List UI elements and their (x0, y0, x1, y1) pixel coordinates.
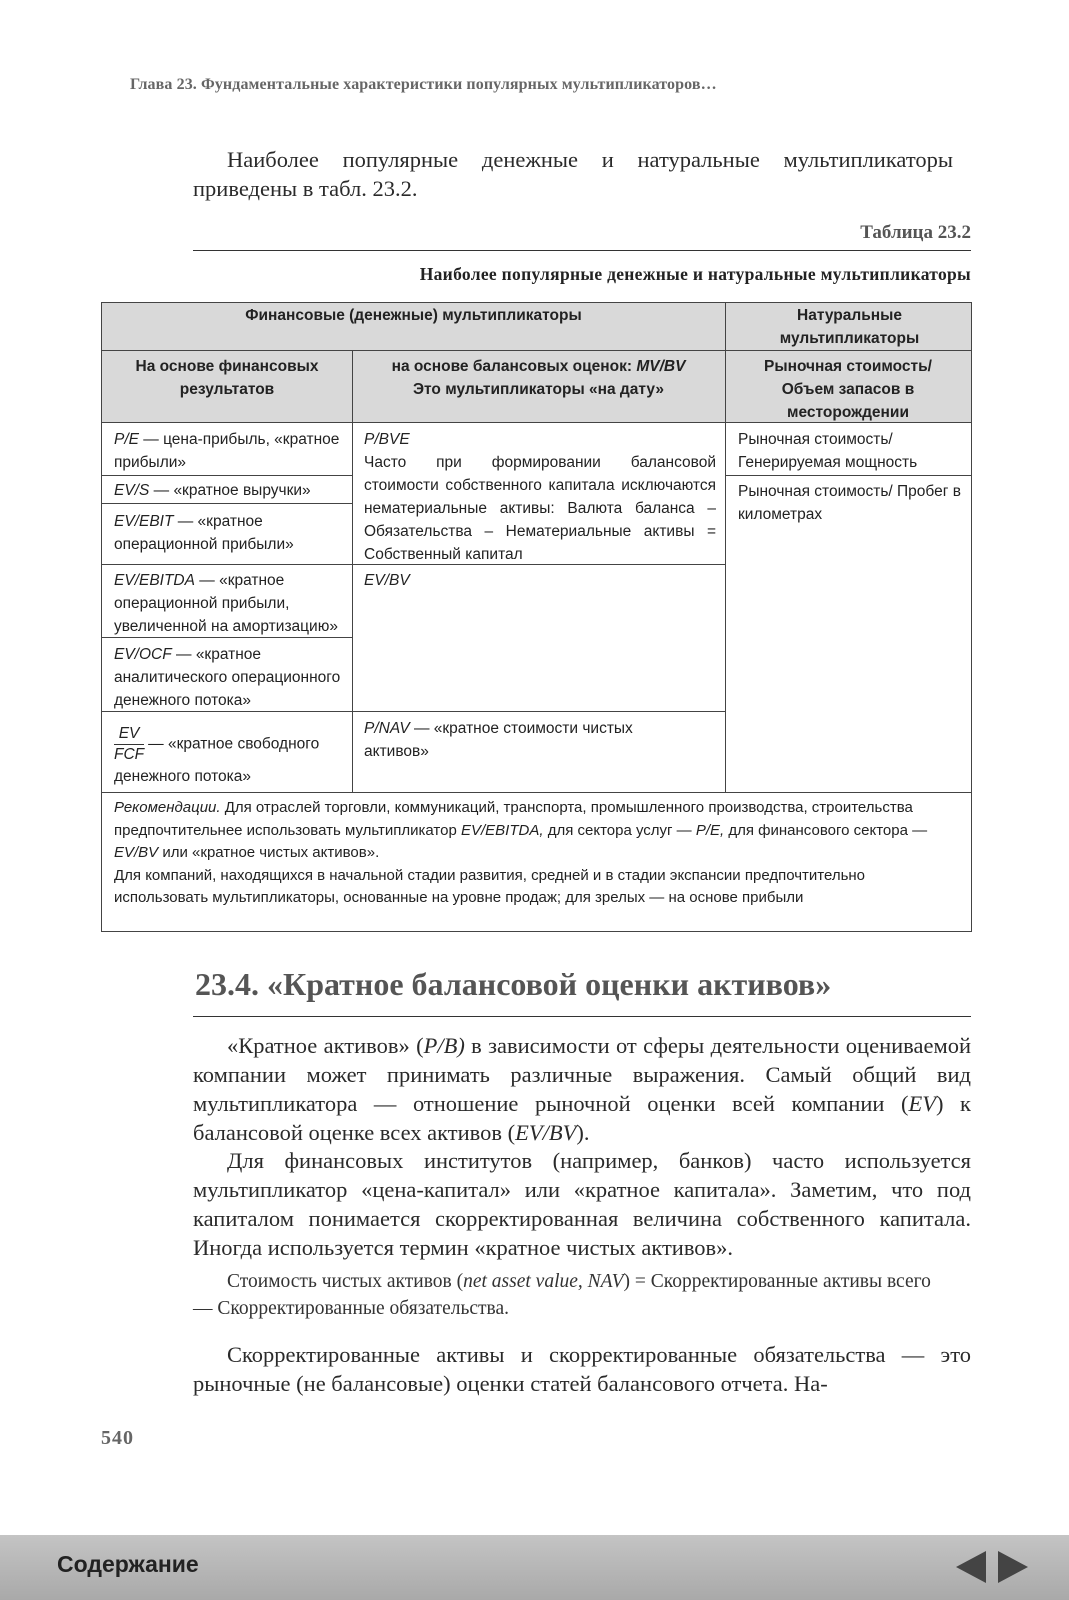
cell-evocf (114, 643, 344, 712)
pbve-text: Часто при формировании балансовой стоимости собственного капитала исключаются нематериальные активы: Валюта баланса – Обязательства – Нематериальные активы = Собственный капитал (364, 454, 716, 563)
paragraph-adjusted: Скорректированные активы и скорректированные обязательства — это рыночные (не балансовые) оценки статей балансового отчета. На- (193, 1342, 971, 1396)
fraction-numerator: EV (114, 724, 144, 745)
pnav-text: — «кратное стоимости чистых активов» (364, 720, 633, 760)
recommendations-m1: EV/EBITDA, (461, 821, 544, 839)
subheader-natural: Рыночная стоимость/ Объем запасов в месторождении (764, 358, 932, 421)
table-vline-1 (352, 350, 353, 792)
formula-m1: net asset value, NAV (463, 1271, 624, 1292)
para1-m3: EV/BV (515, 1120, 577, 1145)
para1-t3: ) к балансовой оценке всех активов ( (193, 1091, 971, 1145)
para1-t4: ). (576, 1120, 590, 1145)
ev-fcf-fraction (114, 724, 144, 765)
paragraph-financial-institutions: Для финансовых институтов (например, банков) часто используется мультипликатор «цена-капитал» или «кратное капитала». Заметим, что под капиталом понимается скорректированная величина собственного капитала. Иногда используется термин «кратное чистых активов». (193, 1148, 971, 1260)
evocf-abbr: EV/OCF (114, 646, 172, 663)
next-page-arrow-icon[interactable] (998, 1551, 1028, 1583)
evs-text: — «кратное выручки» (149, 482, 311, 499)
table-hline-c2-b (352, 711, 725, 712)
previous-page-arrow-icon[interactable] (956, 1551, 986, 1583)
subheader-balance-formula: MV/BV (636, 358, 686, 375)
recommendations-m3: EV/BV (114, 844, 159, 861)
intro-paragraph: Наиболее популярные денежные и натуральные мультипликаторы приведены в табл. 23.2. (193, 147, 953, 201)
table-hline-c1-a (102, 475, 352, 476)
table-vline-2 (725, 303, 726, 792)
subheader-balance-text: на основе балансовых оценок: (391, 358, 637, 375)
running-head: Глава 23. Фундаментальные характеристики популярных мультипликаторов… (130, 76, 717, 93)
subheader-balance (360, 355, 717, 401)
cell-ev-fcf (114, 724, 344, 788)
cell-market-capacity: Рыночная стоимость/ Генерируемая мощность (738, 431, 918, 471)
recommendations-text-5: Для компаний, находящихся в начальной стадии развития, средней и в стадии экспансии предпочтительно использовать мультипликаторы, основанные на уровне продаж; для зрелых — на основе прибыли (114, 866, 866, 906)
cell-pnav (364, 717, 684, 763)
pnav-abbr: P/NAV (364, 720, 410, 737)
evebit-abbr: EV/EBIT (114, 513, 174, 530)
recommendations-text-3: для финансового сектора — (724, 821, 928, 839)
table-hline-footer (102, 792, 971, 793)
section-rule (193, 1016, 971, 1017)
header-natural: Натуральные мультипликаторы (779, 307, 920, 347)
cell-evbv (364, 569, 716, 592)
paragraph-pb (193, 1031, 971, 1147)
contents-link[interactable]: Содержание (57, 1551, 199, 1577)
para1-t1: «Кратное активов» ( (227, 1033, 424, 1058)
table-top-rule (193, 250, 971, 251)
evbv-abbr: EV/BV (364, 572, 410, 589)
subheader-financial-results: На основе финансовых результатов (135, 358, 319, 398)
pbve-abbr: P/BVE (364, 431, 410, 448)
cell-evebit (114, 510, 344, 556)
section-title: 23.4. «Кратное балансовой оценки активов» (195, 966, 832, 1002)
cell-evs (114, 479, 344, 502)
evocf-text: — «кратное аналитического операционного денежного потока» (114, 646, 341, 709)
evs-abbr: EV/S (114, 482, 150, 499)
para1-m2: EV (908, 1091, 936, 1116)
formula-t1: Стоимость чистых активов ( (227, 1271, 464, 1292)
table-hline-c1-c (102, 564, 352, 565)
recommendations-text-2: для сектора услуг — (543, 821, 696, 839)
cell-evebitda (114, 569, 344, 638)
multipliers-table (101, 302, 972, 932)
subheader-balance-date: Это мультипликаторы «на дату» (413, 381, 664, 398)
table-title: Наиболее популярные денежные и натуральные мультипликаторы (419, 264, 971, 284)
evebit-text: — «кратное операционной прибыли» (114, 513, 294, 553)
recommendations-note (114, 797, 960, 910)
table-hline-header (102, 350, 971, 351)
recommendations-text-4: или «кратное чистых активов». (158, 844, 380, 861)
evebitda-text: — «кратное операционной прибыли, увеличенной на амортизацию» (114, 572, 338, 635)
table-number: Таблица 23.2 (860, 222, 971, 243)
formula-t2: ) = Скорректированные активы всего — Скорректированные обязательства. (193, 1271, 931, 1319)
cell-market-mileage: Рыночная стоимость/ Пробег в километрах (738, 483, 961, 523)
pe-abbr: P/E (114, 431, 139, 448)
fraction-denominator: FCF (114, 746, 145, 763)
recommendations-m2: P/E, (695, 821, 725, 839)
table-hline-c1-b (102, 503, 352, 504)
formula-nav (193, 1268, 938, 1322)
cell-pbve (364, 428, 716, 566)
page-number: 540 (101, 1427, 134, 1449)
para1-m1: P/B) (423, 1033, 465, 1058)
ev-fcf-text: — «кратное свободного денежного потока» (114, 735, 320, 785)
para1-t2: в зависимости от сферы деятельности оцениваемой компании может принимать различные выражения. Самый общий вид мультипликатора — отношение рыночной оценки всей компании ( (193, 1033, 971, 1116)
evebitda-abbr: EV/EBITDA (114, 572, 195, 589)
cell-pe (114, 428, 344, 474)
table-hline-c3-a (725, 475, 971, 476)
header-financial: Финансовые (денежные) мультипликаторы (245, 307, 582, 324)
pe-text: — цена-прибыль, «кратное прибыли» (114, 431, 340, 471)
recommendations-label: Рекомендации. (114, 799, 221, 816)
recommendations-text-1: Для отраслей торговли, коммуникаций, транспорта, промышленного производства, строительства предпочтительнее использовать мультипликатор (114, 799, 913, 839)
